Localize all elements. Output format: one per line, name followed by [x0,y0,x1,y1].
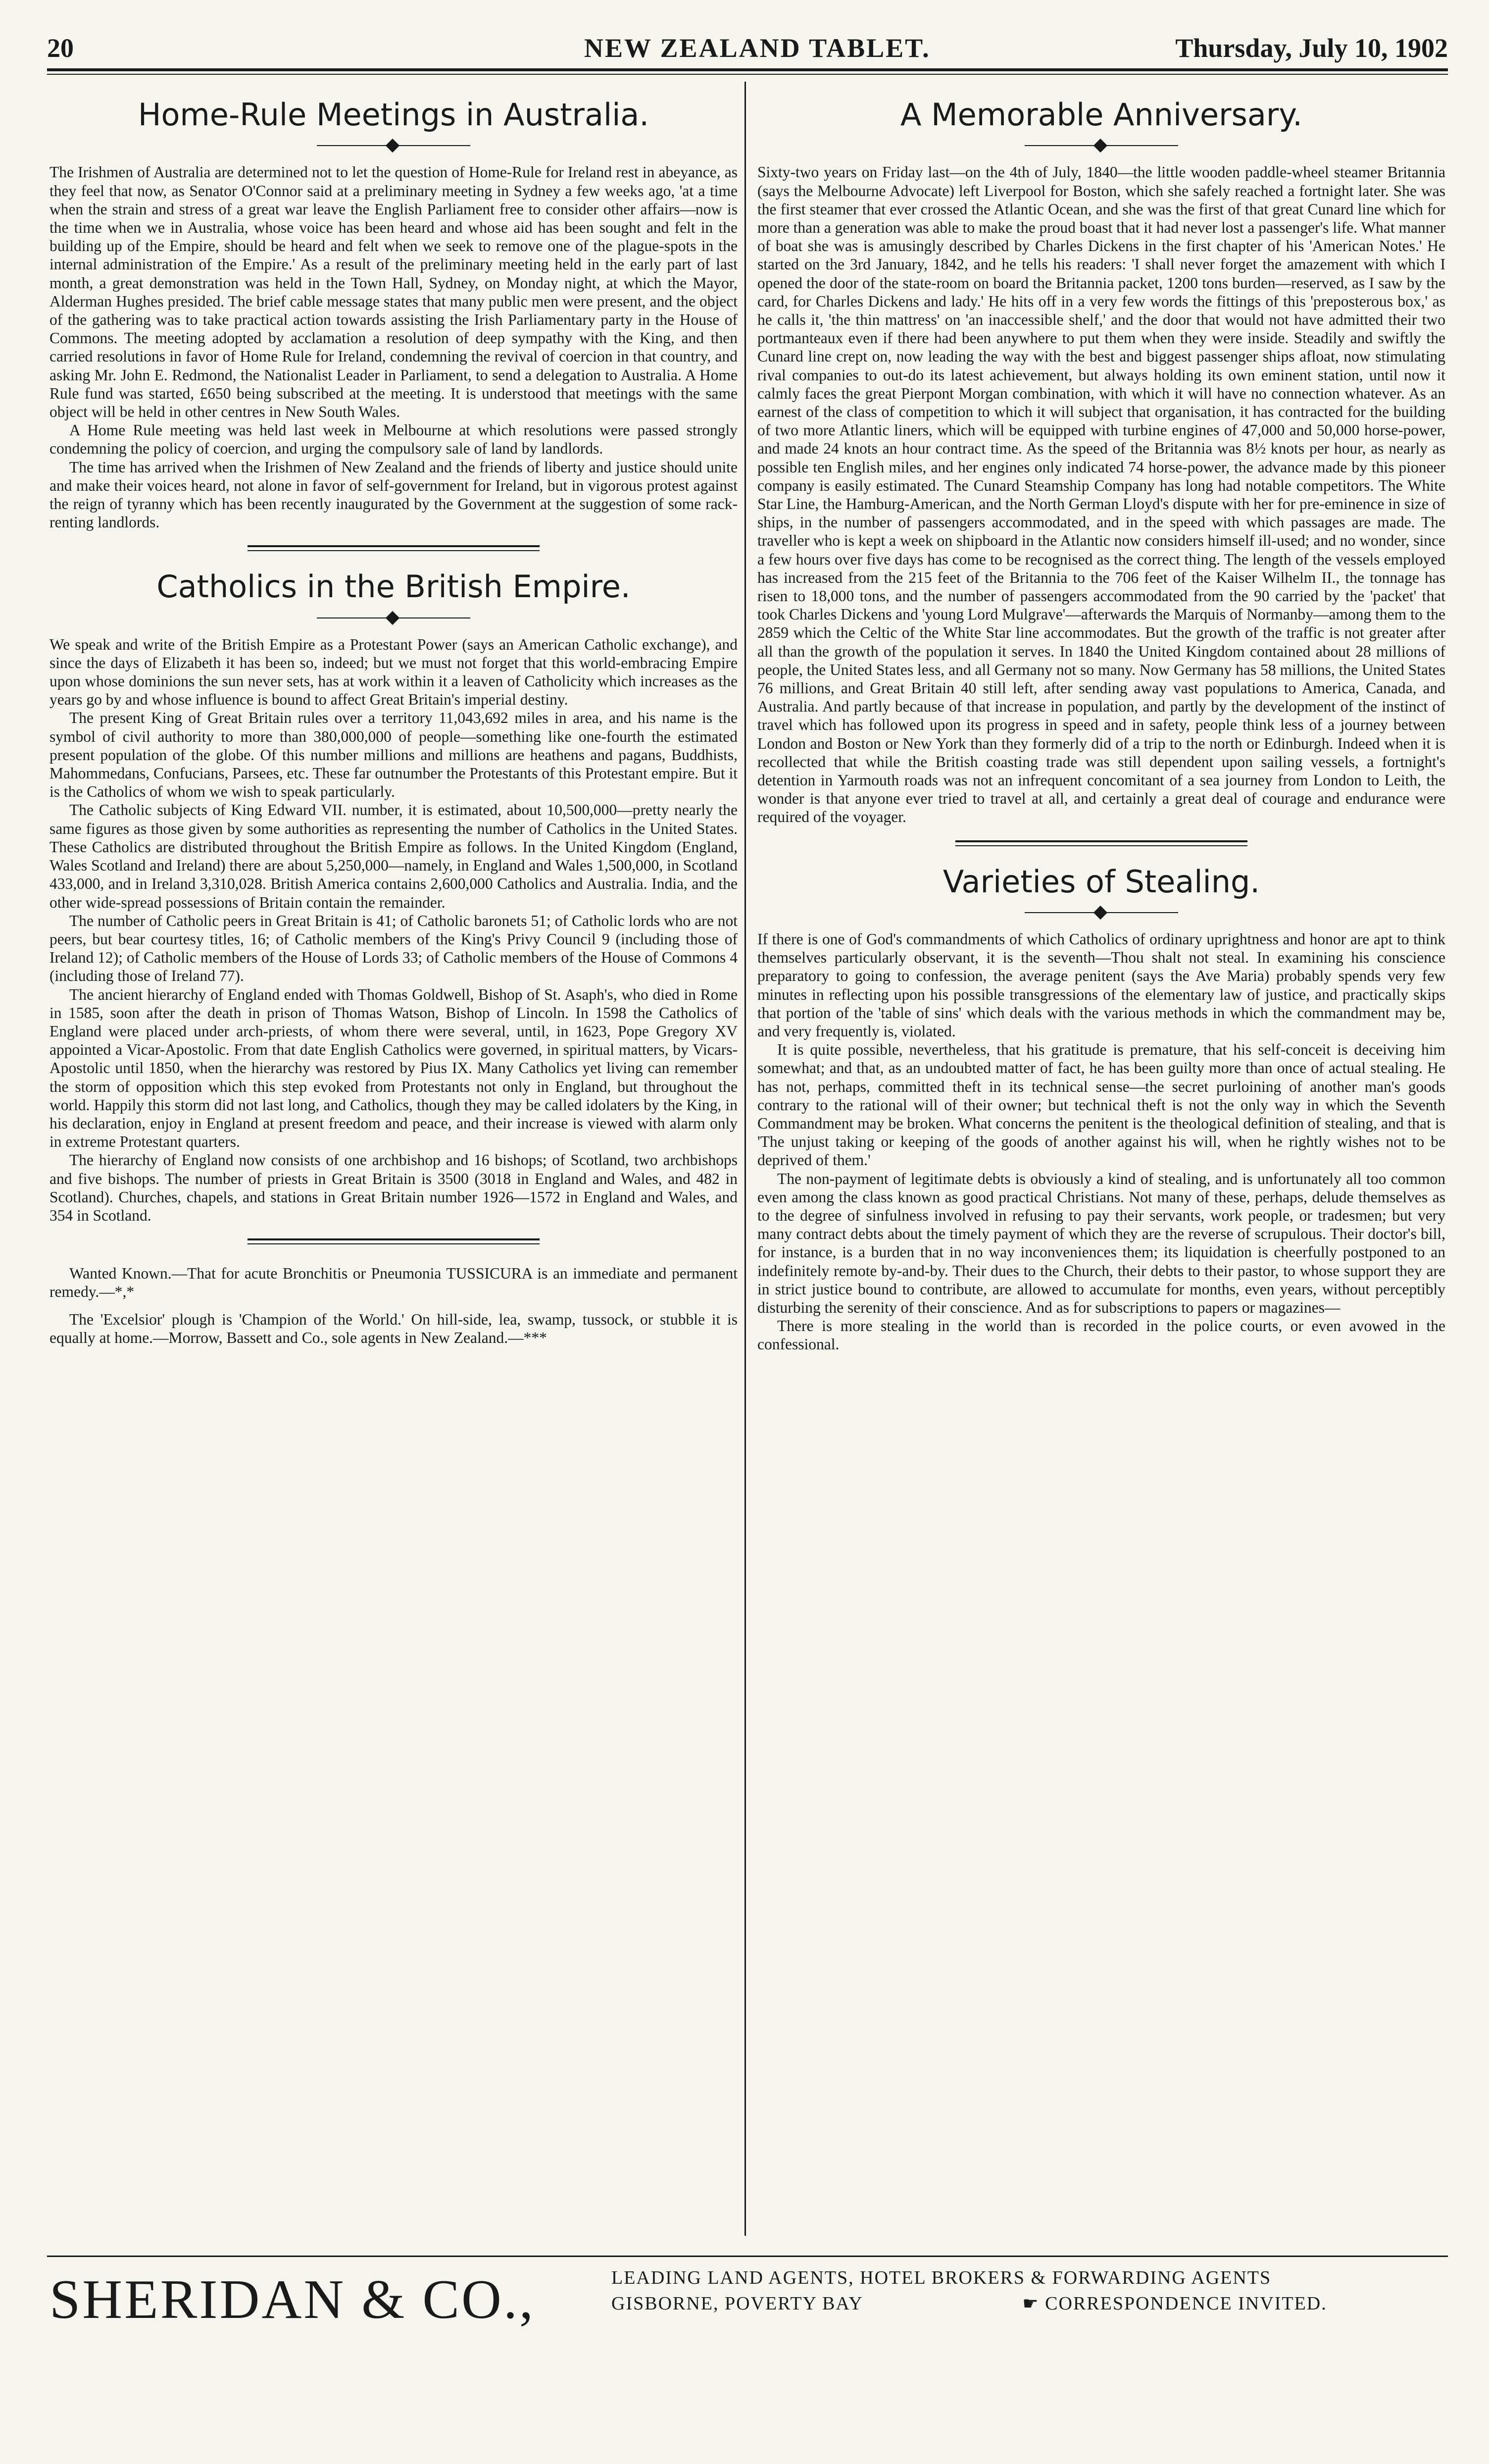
diamond-icon [1093,139,1107,153]
paragraph: A Home Rule meeting was held last week in Melbourne at which resolutions were passed strongly condemning the policy of coercion, and urging the compulsory sale of land by landlords. [50,421,738,458]
ornament-divider [757,139,1445,152]
section-separator [757,835,1445,855]
paragraph: We speak and write of the British Empire as a Protestant Power (says an American Catholic exchange), and since the days of Elizabeth it has been so, indeed; but we must not forget that this world-embracing Empire upon whose dominions the sun never sets, has at work within it a leaven of Catholicity which increases as the years go by and whose influence is bound to affect Great Britain's imperial destiny. [50,635,738,709]
ornament-divider [757,906,1445,919]
article-body-home-rule [50,163,738,531]
advertiser-location-line [611,2293,1327,2314]
article-title-catholics: Catholics in the British Empire. [156,568,631,605]
advertisement-rule [47,2256,1448,2257]
issue-date: Thursday, July 10, 1902 [1175,33,1448,63]
paragraph: The Catholic subjects of King Edward VII. number, it is estimated, about 10,500,000—pretty nearly the same figures as those given by some authorities as representing the number of Catholics in the United States. These Catholics are distributed throughout the British Empire as follows. In the United Kingdom (England, Wales Scotland and Ireland) there are about 5,250,000—namely, in England and Wales 1,500,000, in Scotland 433,000, and in Ireland 3,310,028. British America contains 2,600,000 Catholics and Australia. India, and the other wide-spread possessions of Britain contain the remainder. [50,801,738,911]
masthead [47,30,1448,65]
section-separator [50,540,738,560]
article-body-catholics [50,635,738,1225]
article-body-stealing [757,930,1445,1354]
correspondence-invited: CORRESPONDENCE INVITED. [1045,2293,1327,2314]
masthead-rule-thin [47,74,1448,75]
paragraph: The hierarchy of England now consists of one archbishop and 16 bishops; of Scotland, two archbishops and five bishops. The number of priests in Great Britain is 3500 (3018 in England and Wales, and 482 in Scotland). Churches, chapels, and stations in Great Britain number 1926—1572 in England and Wales, and 354 in Scotland. [50,1151,738,1224]
ornament-divider [50,139,738,152]
diamond-icon [386,611,399,625]
page-number: 20 [47,33,74,63]
paragraph: It is quite possible, nevertheless, that his gratitude is premature, that his self-conceit is deceiving him somewhat; and that, as an undoubted matter of fact, he has been guilty more than once of actual stealing. He has not, perhaps, committed theft in its technical sense—the secret purloining of another man's goods contrary to the rational will of their owner; but technical theft is not the only way in which the Seventh Commandment may be broken. What concerns the penitent is the theological definition of stealing, and that is 'The unjust taking or keeping of the goods of another against his will, when he rightly wishes not to be deprived of them.' [757,1041,1445,1169]
notices [50,1264,738,1347]
section-separator [50,1233,738,1253]
paragraph: The non-payment of legitimate debts is obviously a kind of stealing, and is unfortunately all too common even among the class known as good practical Christians. Not many of these, perhaps, delude themselves as to the degree of sinfulness involved in refusing to pay their servants, work people, or tradesmen; but very many contract debts about the timely payment of which they are the reverse of scrupulous. Their doctor's bill, for instance, is a burden that in no way inconveniences them; its liquidation is cheerfully postponed to an indefinitely remote by-and-by. Their dues to the Church, their debts to their pastor, to whose support they are in strict justice bound to contribute, are allowed to accumulate for months, even years, without perceptibly disturbing the serenity of their conscience. And as for subscriptions to papers or magazines— [757,1170,1445,1316]
advertiser-location: GISBORNE, POVERTY BAY [611,2293,863,2314]
article-title-home-rule: Home-Rule Meetings in Australia. [138,97,649,133]
paragraph: The Irishmen of Australia are determined not to let the question of Home-Rule for Ireland rest in abeyance, as they feel that now, as Senator O'Connor said at a preliminary meeting in Sydney a few weeks ago, 'at a time when the strain and stress of a great war leave the English Parliament free to consider other affairs—now is the time when we in Australia, whose voice has been heard and whose aid has been sought and felt in the building up of the Empire, should be heard and felt when we seek to remove one of the plague-spots in the internal administration of the Empire.' As a result of the preliminary meeting held in the early part of last month, a great demonstration was held in the Town Hall, Sydney, on Monday night, at which the Mayor, Alderman Hughes presided. The brief cable message states that many public men were present, and the object of the gathering was to take practical action towards assisting the Irish Parliamentary party in the House of Commons. The meeting adopted by acclamation a resolution of deep sympathy with the King, and then carried resolutions in favor of Home Rule for Ireland, condemning the revival of coercion in that country, and asking Mr. John E. Redmond, the Nationalist Leader in Parliament, to send a delegation to Australia. A Home Rule fund was started, £650 being subscribed at the meeting. It is understood that meetings with the same object will be held in other centres in New South Wales. [50,163,738,420]
paragraph: There is more stealing in the world than is recorded in the police courts, or even avowed in the confessional. [757,1317,1445,1353]
notice-excelsior-plough: The 'Excelsior' plough is 'Champion of the World.' On hill-side, lea, swamp, tussock, or stubble it is equally at home.—Morrow, Bassett and Co., sole agents in New Zealand.—*** [50,1310,738,1346]
paragraph: The ancient hierarchy of England ended with Thomas Goldwell, Bishop of St. Asaph's, who died in Rome in 1585, soon after the death in prison of Thomas Watson, Bishop of Lincoln. In 1598 the Catholics of England were placed under arch-priests, of whom there were several, until, in 1623, Pope Gregory XV appointed a Vicar-Apostolic. From that date English Catholics were governed, in spiritual matters, by Vicars-Apostolic until 1850, when the hierarchy was restored by Pius IX. Many Catholics yet living can remember the storm of opposition which this step evoked from Protestants not only in England, but throughout the world. Happily this storm did not last long, and Catholics, though they may be called idolaters by the King, in his declaration, enjoy in England at present freedom and peace, and their increase is viewed with alarm only in extreme Protestant quarters. [50,985,738,1151]
left-column [50,88,738,2232]
article-title-anniversary: A Memorable Anniversary. [900,97,1302,133]
paragraph: If there is one of God's commandments of which Catholics of ordinary uprightness and honor are apt to think themselves particularly observant, it is the seventh—Thou shalt not steal. In examining his conscience preparatory to going to confession, the average penitent (says the Ave Maria) probably spends very few minutes in reflecting upon his possible transgressions of the elementary law of justice, and practically skips that portion of the 'table of sins' which deals with the various methods in which the commandment may be, and very frequently is, violated. [757,930,1445,1040]
paragraph: The number of Catholic peers in Great Britain is 41; of Catholic baronets 51; of Catholic lords who are not peers, but bear courtesy titles, 16; of Catholic members of the King's Privy Council 9 (including those of Ireland 12); of Catholic members of the House of Lords 33; of Catholic members of the House of Commons 4 (including those of Ireland 77). [50,912,738,985]
article-body-anniversary [757,163,1445,826]
advertiser-services: LEADING LAND AGENTS, HOTEL BROKERS & FORWARDING AGENTS [611,2267,1272,2288]
advertiser-name: SHERIDAN & CO., [50,2269,535,2330]
column-divider [744,82,746,2236]
right-column [757,88,1445,2232]
notice-tussicura: Wanted Known.—That for acute Bronchitis or Pneumonia TUSSICURA is an immediate and permanent remedy.—*,* [50,1265,738,1301]
diamond-icon [386,139,399,153]
masthead-rule [47,68,1448,71]
paragraph: Sixty-two years on Friday last—on the 4th of July, 1840—the little wooden paddle-wheel steamer Britannia (says the Melbourne Advocate) left Liverpool for Boston, which she safely reached a fortnight later. She was the first steamer that ever crossed the Atlantic Ocean, and she was the first of that great Cunard line which for more than a generation was able to make the proud boast that it had never lost a passenger's life. What manner of boat she was is amusingly described by Charles Dickens in the first chapter of his 'American Notes.' He started on the 3rd January, 1842, and he tells his readers: 'I shall never forget the amazement with which I opened the door of the state-room on board the Britannia packet, 1200 tons burden—reserved, as I saw by the card, for Charles Dickens and lady.' He hits off in a very few words the fittings of this 'preposterous box,' as he calls it, 'the thin mattress' on 'an inaccessible shelf,' and the door that would not have admitted their two portmanteaux even if there had been anywhere to put them when they were inside. Steadily and swiftly the Cunard line crept on, now leading the way with the best and biggest passenger ships afloat, now stimulating rival companies to out-do its latest achievement, but always holding its own eminent station, until now it calmly faces the great Pierpont Morgan combination, with which it will have no connection whatever. As an earnest of the class of competition to which it will subject that organisation, it has contracted for the building of two more Atlantic liners, which will be equipped with turbine engines of 47,000 and 50,000 horse-power, and made 24 knots an hour contract time. As the speed of the Britannia was 8½ knots per hour, as nearly as possible ten English miles, and her engines only indicated 74 horse-power, the advance made by this pioneer company is easily estimated. The Cunard Steamship Company has long had notable competitors. The White Star Line, the Hamburg-American, and the North German Lloyd's dispute with her for pre-eminence in size of ships, in the number of passengers accommodated, and in the speed with which passages are made. The traveller who is kept a week on shipboard in the Atlantic now considers himself ill-used; and no wonder, since a few hours over five days has come to be recognised as the correct thing. The length of the vessels employed has increased from the 215 feet of the Britannia to the 706 feet of the Kaiser Wilhelm II., the tonnage has risen to 18,000 tons, and the number of passengers accommodated from the 90 carried by the 'packet' that took Charles Dickens and 'young Lord Mulgrave'—afterwards the Marquis of Normanby—among them to the 2859 which the Celtic of the White Star line accommodates. But the growth of the traffic is not greater after all than the growth of the population it serves. In 1840 the United Kingdom contained about 28 millions of people, the United States less, and all Germany not so many. Now Germany has 58 millions, the United States 76 millions, and Great Britain 40 still left, after sending away vast populations to America, Canada, and Australia. And partly because of that increase in population, and partly by the development of the instinct of travel which has followed upon its progress in speed and in safety, people think less of a journey between London and Boston or New York than they formerly did of a trip to the north or Edinburgh. Indeed when it is recollected that while the British coasting trade was still dependent upon sailing vessels, a fortnight's detention in Yarmouth roads was not an infrequent concomitant of a sea journey from London to Leith, the wonder is that anyone ever tried to travel at all, and certainly a great deal of courage and endurance were required of the voyager. [757,163,1445,826]
diamond-icon [1093,906,1107,920]
article-title-stealing: Varieties of Stealing. [943,863,1260,900]
paper-title: NEW ZEALAND TABLET. [584,33,931,63]
paragraph: The present King of Great Britain rules over a territory 11,043,692 miles in area, and his name is the symbol of civil authority to more than 380,000,000 of people—something like one-fourth the estimated present population of the globe. Of this number millions and millions are heathens and pagans, Buddhists, Mahommedans, Confucians, Parsees, etc. These far outnumber the Protestants of this Protestant empire. But it is the Catholics of whom we wish to speak particularly. [50,709,738,801]
paragraph: The time has arrived when the Irishmen of New Zealand and the friends of liberty and justice should unite and make their voices heard, not alone in favor of self-government for Ireland, but in vigorous protest against the reign of tyranny which has been recently inaugurated by the Government at the suggestion of some rack-renting landlords. [50,458,738,531]
ornament-divider [50,612,738,624]
pointing-hand-icon: ☛ [1022,2294,1040,2314]
